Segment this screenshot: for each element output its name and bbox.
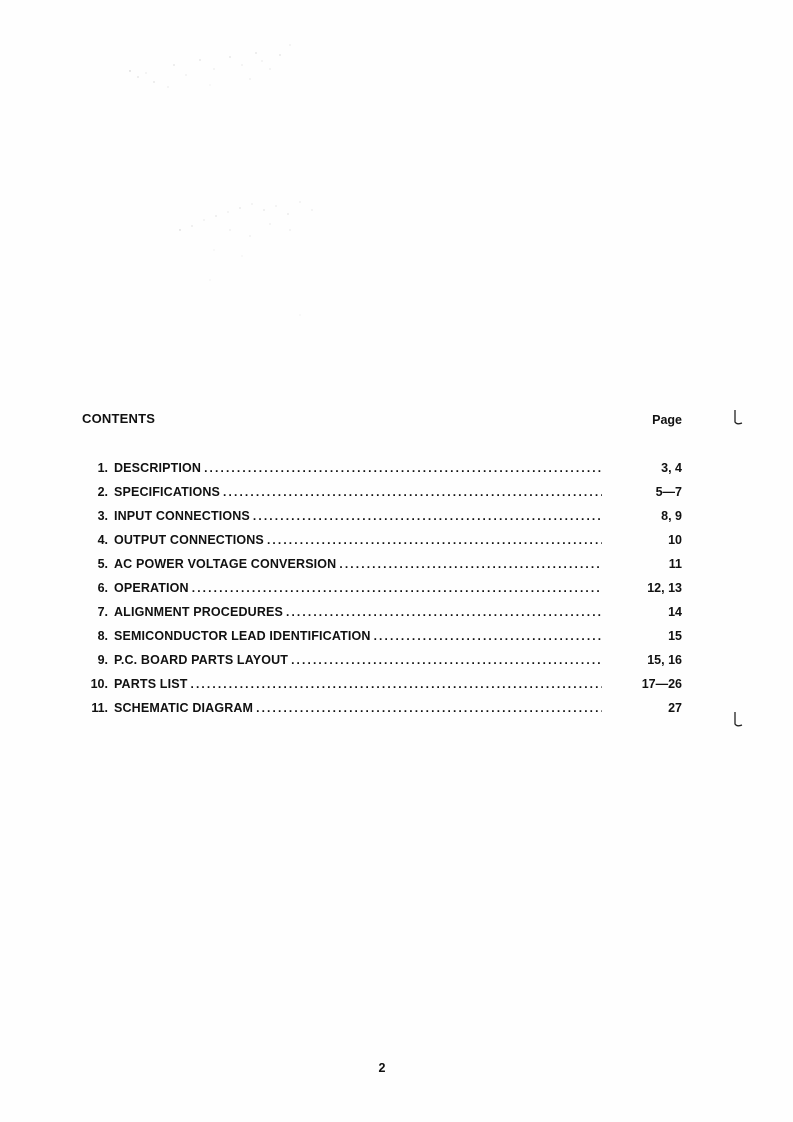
toc-entry [80,480,684,504]
toc-entry-title: INPUT CONNECTIONS [114,509,250,523]
margin-tick-mark [730,710,750,735]
toc-entry-page: 10 [668,533,682,547]
toc-dot-leader [192,576,602,600]
toc-entry-number: 10. [90,677,108,691]
toc-entry [80,624,684,648]
toc-dot-leader [223,480,602,504]
toc-dot-leader [253,504,602,528]
toc-entry-number: 9. [97,653,108,667]
toc-entry-title: P.C. BOARD PARTS LAYOUT [114,653,289,667]
toc-entry [80,456,684,480]
toc-entry [80,672,684,696]
toc-entry-page: 14 [668,605,682,619]
toc-dot-leader [191,672,603,696]
toc-entry-title: AC POWER VOLTAGE CONVERSION [114,557,337,571]
toc-entry-number: 4. [97,533,108,547]
toc-entry-title: OUTPUT CONNECTIONS [114,533,264,547]
toc-entry-page: 15, 16 [647,653,682,667]
toc-dot-leader [204,456,602,480]
toc-entry-number: 2. [97,485,108,499]
scan-noise-top [110,35,310,105]
page-column-heading: Page [652,413,682,427]
toc-entry-number: 5. [97,557,108,571]
toc-entry-page: 12, 13 [647,581,682,595]
toc-entry-page: 3, 4 [661,461,682,475]
toc-dot-leader [291,648,602,672]
margin-tick-mark [730,408,750,433]
contents-heading: CONTENTS [82,411,156,426]
toc-entry-title: SCHEMATIC DIAGRAM [114,701,254,715]
toc-dot-leader [267,528,602,552]
toc-dot-leader [256,696,602,720]
toc-dot-leader [374,624,602,648]
toc-entry-number: 7. [97,605,108,619]
toc-dot-leader [286,600,602,624]
table-of-contents [80,456,684,720]
toc-dot-leader [339,552,602,576]
page-number: 2 [378,1061,386,1075]
toc-entry-page: 11 [668,557,682,571]
toc-entry-page: 15 [668,629,682,643]
toc-entry-page: 17—26 [641,677,682,691]
toc-entry [80,552,684,576]
toc-entry [80,528,684,552]
toc-entry [80,696,684,720]
toc-entry [80,600,684,624]
toc-entry-number: 3. [97,509,108,523]
scan-noise-middle [170,190,370,320]
toc-entry-page: 5—7 [655,485,682,499]
toc-entry-number: 11. [91,701,108,715]
toc-entry [80,576,684,600]
toc-entry-number: 6. [97,581,108,595]
toc-entry-title: SEMICONDUCTOR LEAD IDENTIFICATION [114,629,371,643]
toc-entry-title: DESCRIPTION [114,461,202,475]
toc-entry-title: ALIGNMENT PROCEDURES [114,605,283,619]
toc-entry [80,504,684,528]
toc-entry-title: PARTS LIST [114,677,188,691]
toc-entry-number: 8. [97,629,108,643]
toc-entry-title: OPERATION [114,581,189,595]
toc-entry-page: 27 [668,701,682,715]
toc-entry-title: SPECIFICATIONS [114,485,221,499]
toc-entry-number: 1. [97,461,108,475]
toc-entry-page: 8, 9 [661,509,682,523]
toc-entry [80,648,684,672]
